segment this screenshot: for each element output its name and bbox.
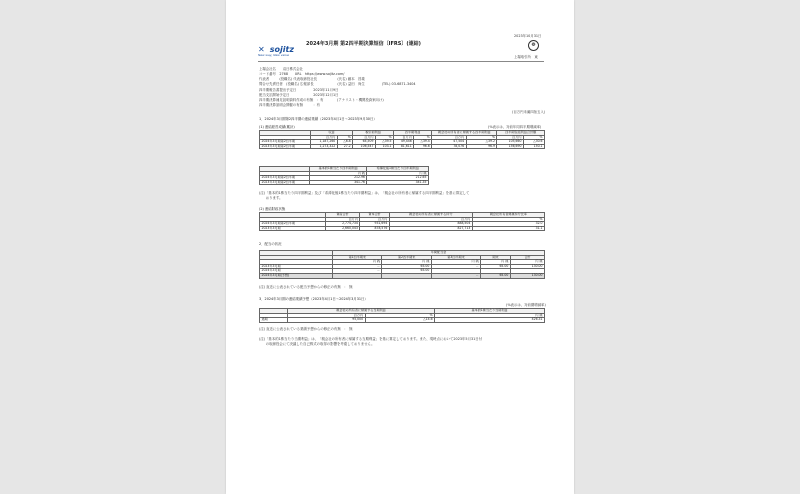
table-cell: 212.96 — [309, 176, 366, 181]
column-header: 第1四半期末 — [333, 255, 382, 260]
column-header: 第3四半期末 — [431, 255, 480, 260]
column-header: 資産合計 — [325, 213, 360, 218]
table-cell: － — [431, 264, 480, 269]
table-cell: 878,576 — [360, 226, 389, 231]
unit-cell: 円 銭 — [510, 260, 544, 265]
unit-cell: 円 銭 — [309, 171, 366, 176]
table-cell: 49,446 — [394, 140, 414, 145]
operating-results-heading: (1) 連結経営成績(累計) — [259, 125, 295, 129]
section-2-title: 2．配当の状況 — [259, 242, 282, 246]
table-cell: 96.9 — [466, 144, 497, 149]
dividend-table — [259, 250, 545, 279]
forecast-note-2: (注)「基本的1株当たり当期利益」は、「親会社の所有者に帰属する当期利益」を基に算定しております。また、現時点において2023年5月31日付 — [259, 337, 483, 341]
eps-note: (注)「基本的1株当たり四半期利益」及び「希薄化後1株当たり四半期利益」は、「親会社の所有者に帰属する四半期利益」を基に算定して — [259, 191, 470, 195]
eps-table — [259, 166, 429, 185]
eps-note-cont: おります。 — [259, 196, 283, 200]
logo-mark-icon: ✕ — [258, 45, 265, 54]
table-cell: － — [333, 269, 382, 274]
table-cell: 32.0 — [472, 222, 544, 227]
logo-text: sojitz — [269, 45, 295, 54]
column-header: 税引前利益 — [353, 131, 394, 136]
table-cell: 341.76 — [309, 180, 366, 185]
column-header: 親会社の所有者に帰属する当期利益 — [288, 309, 435, 314]
row-label: 2024年3月期第2四半期 — [260, 176, 310, 181]
company-line: 上場会社名 双日株式会社 — [259, 67, 304, 71]
table-cell: 78,076 — [432, 144, 466, 149]
table-cell: 27.2 — [337, 144, 352, 149]
table-cell: 65.00 — [481, 273, 511, 278]
table-cell: 96.6 — [414, 144, 432, 149]
financial-position-heading: (2) 連結財政状態 — [259, 207, 286, 211]
row-label: 2024年3月期(予想) — [260, 273, 333, 278]
row-label: 2023年3月期 — [260, 264, 333, 269]
unit-cell: 百万円 — [497, 135, 524, 140]
table-cell: 931,694 — [360, 222, 389, 227]
unit-cell: 百万円 — [360, 217, 389, 222]
column-header: 期末 — [481, 255, 511, 260]
column-header: 合計 — [510, 255, 544, 260]
group-header: 年間配当金 — [333, 251, 545, 256]
table-cell: 103.1 — [375, 144, 393, 149]
table-cell: 2,660,043 — [325, 226, 360, 231]
table-cell: 65.00 — [382, 264, 431, 269]
forecast-note-3: の取締役会にて決議した自己株式の取得の影響を考慮しておりません。 — [259, 342, 375, 346]
table-cell: 81,611 — [394, 144, 414, 149]
percent-note: (%表示は、対前年同四半期増減率) — [488, 125, 542, 129]
table-cell: △30.6 — [523, 140, 544, 145]
unit-cell: 円 銭 — [333, 260, 382, 265]
table-cell: △14.6 — [365, 318, 434, 323]
column-header: 親会社の所有者に帰属する四半期利益 — [432, 131, 497, 136]
column-header: 四半期包括利益合計額 — [497, 131, 545, 136]
report-date: 2023年10月31日 — [514, 34, 542, 38]
column-header: 希薄化後1株当たり四半期利益 — [367, 167, 429, 172]
logo-slogan: New way, New value — [258, 53, 289, 57]
dividend-note: (注) 直近に公表されている配当予想からの修正の有無 ： 無 — [259, 285, 353, 289]
table-cell: － — [431, 273, 480, 278]
table-cell: 156,690 — [497, 144, 524, 149]
table-cell — [333, 273, 382, 278]
unit-cell: 百万円 — [353, 135, 376, 140]
table-cell: 130.00 — [510, 264, 544, 269]
table-cell: 341.35 — [367, 180, 429, 185]
unit-cell: 百万円 — [288, 313, 366, 318]
section-1-title: 1．2024年3月期第2四半期の連結業績（2023年4月1日～2023年9月30日） — [259, 117, 377, 121]
table-cell: 64,509 — [353, 140, 376, 145]
company-line: 四半期報告書提出予定日 2023年11月9日 — [259, 88, 339, 92]
table-cell: 106,547 — [353, 144, 376, 149]
unit-cell: 百万円 — [389, 217, 472, 222]
rounding-note: (百万円未満四捨五入) — [512, 110, 546, 114]
listing-exchange: 上場取引所 東 — [514, 55, 538, 59]
table-cell: 426.31 — [435, 318, 545, 323]
seal-icon: ❁ — [528, 40, 539, 51]
unit-cell: % — [523, 135, 544, 140]
table-cell: 2,774,734 — [325, 222, 360, 227]
table-cell: 105,660 — [497, 140, 524, 145]
table-cell: △39.5 — [375, 140, 393, 145]
unit-cell: 百万円 — [394, 135, 414, 140]
row-label: 2024年3月期第2四半期 — [260, 140, 311, 145]
column-header: 親会社の所有者に帰属する持分 — [389, 213, 472, 218]
table-cell: △39.2 — [466, 140, 497, 145]
document-title: 2024年3月期 第2四半期決算短信〔IFRS〕(連結) — [306, 41, 421, 47]
column-header: 基本的1株当たり四半期利益 — [309, 167, 366, 172]
table-row — [260, 318, 545, 323]
table-cell: 65.00 — [382, 269, 431, 274]
table-cell: △39.4 — [414, 140, 432, 145]
unit-cell: % — [466, 135, 497, 140]
unit-cell: 百万円 — [310, 135, 337, 140]
row-label: 2023年3月期第2四半期 — [260, 180, 310, 185]
table-cell: 47,504 — [432, 140, 466, 145]
unit-cell: 円 銭 — [367, 171, 429, 176]
document-page — [226, 0, 574, 494]
table-cell: 1,187,260 — [310, 140, 337, 145]
table-row — [260, 273, 545, 278]
company-line: 配当支払開始予定日 2023年12月1日 — [259, 93, 339, 97]
unit-cell: 円 銭 — [435, 313, 545, 318]
table-cell: 95,000 — [288, 318, 366, 323]
row-label: 2024年3月期第2四半期 — [260, 222, 326, 227]
unit-cell: % — [337, 135, 352, 140]
table-cell: 1,273,322 — [310, 144, 337, 149]
company-line: 四半期決算補足説明資料作成の有無 ：有 (アナリスト・機関投資家向け) — [259, 98, 384, 102]
table-cell: 827,713 — [389, 226, 472, 231]
unit-cell: 百万円 — [432, 135, 466, 140]
column-header: 第2四半期末 — [382, 255, 431, 260]
table-cell: 31.1 — [472, 226, 544, 231]
header-rule — [258, 61, 544, 62]
row-label: 通期 — [260, 318, 288, 323]
company-line: 四半期決算説明会開催の有無 ：有 — [259, 103, 321, 107]
column-header: 基本的1株当たり当期利益 — [435, 309, 545, 314]
table-row — [260, 180, 429, 185]
forecast-percent-note: (%表示は、対前期増減率) — [506, 303, 546, 307]
operating-results-table — [259, 130, 545, 149]
table-cell: 212.65 — [367, 176, 429, 181]
row-label: 2023年3月期 — [260, 226, 326, 231]
column-header: 四半期利益 — [394, 131, 432, 136]
column-header: 資本合計 — [360, 213, 389, 218]
unit-cell: % — [472, 217, 544, 222]
row-label: 2024年3月期 — [260, 269, 333, 274]
forecast-table — [259, 308, 545, 323]
unit-cell: 円 銭 — [382, 260, 431, 265]
column-header: 収益 — [310, 131, 352, 136]
table-cell: 888,504 — [389, 222, 472, 227]
section-3-title: 3．2024年3月期の連結業績予想（2023年4月1日～2024年3月31日） — [259, 297, 368, 301]
company-line: 問合せ先責任者 (役職名) 広報部長 (氏名) 益田 尚生 (TEL) 03-6871-3404 — [259, 82, 416, 86]
table-cell — [382, 273, 431, 278]
table-row — [260, 226, 545, 231]
table-cell: △6.8 — [337, 140, 352, 145]
unit-cell: % — [365, 313, 434, 318]
unit-cell: 円 銭 — [481, 260, 511, 265]
row-label: 2023年3月期第2四半期 — [260, 144, 311, 149]
table-cell: 150.1 — [523, 144, 544, 149]
forecast-note-1: (注) 直近に公表されている業績予想からの修正の有無 ： 無 — [259, 327, 353, 331]
financial-position-table — [259, 212, 545, 231]
table-cell: － — [333, 264, 382, 269]
company-line: 代表者 (役職名) 代表取締役社長 (氏名) 藤本 昌義 — [259, 77, 365, 81]
unit-cell: 百万円 — [325, 217, 360, 222]
unit-cell: 円 銭 — [431, 260, 480, 265]
column-header: 親会社所有者帰属持分比率 — [472, 213, 544, 218]
unit-cell: % — [414, 135, 432, 140]
table-row — [260, 144, 545, 149]
table-cell: 130.00 — [510, 273, 544, 278]
company-line: コード番号 2768 URL https://www.sojitz.com/ — [259, 72, 345, 76]
unit-cell: % — [375, 135, 393, 140]
table-cell: 65.00 — [481, 264, 511, 269]
